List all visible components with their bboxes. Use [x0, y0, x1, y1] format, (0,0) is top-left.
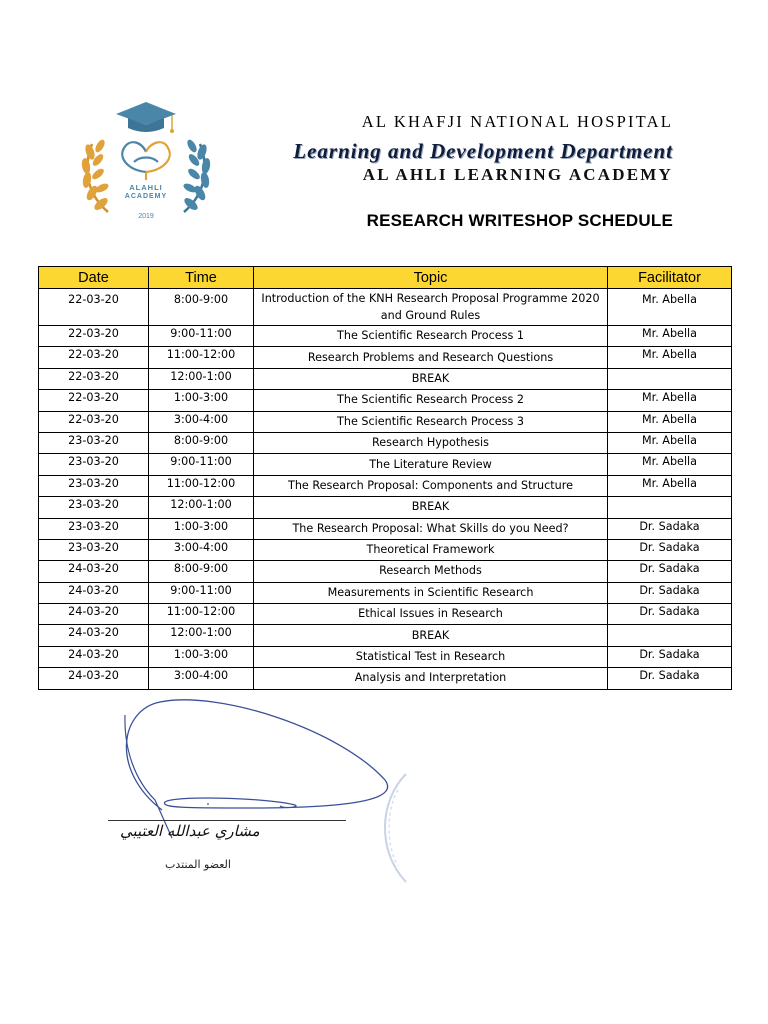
cell-date: 24-03-20	[39, 625, 149, 646]
cell-facilitator: Dr. Sadaka	[608, 582, 732, 603]
cell-facilitator	[608, 368, 732, 389]
cell-facilitator: Mr. Abella	[608, 432, 732, 453]
cell-date: 23-03-20	[39, 497, 149, 518]
cell-date: 24-03-20	[39, 604, 149, 625]
table-row	[39, 539, 732, 560]
table-row	[39, 475, 732, 496]
cell-date: 24-03-20	[39, 668, 149, 689]
cell-facilitator: Dr. Sadaka	[608, 668, 732, 689]
cell-date: 23-03-20	[39, 518, 149, 539]
cell-date: 24-03-20	[39, 646, 149, 667]
table-row	[39, 289, 732, 326]
table-row	[39, 368, 732, 389]
table-header-row	[39, 267, 732, 289]
cell-time: 1:00-3:00	[149, 646, 254, 667]
cell-date: 22-03-20	[39, 411, 149, 432]
signature-line	[108, 820, 346, 821]
cell-topic: BREAK	[254, 497, 608, 518]
cell-topic: The Research Proposal: Components and Structure	[254, 475, 608, 496]
cell-topic: Research Methods	[254, 561, 608, 582]
table-row	[39, 411, 732, 432]
cell-facilitator: Dr. Sadaka	[608, 561, 732, 582]
cell-time: 9:00-11:00	[149, 582, 254, 603]
cell-topic: Ethical Issues in Research	[254, 604, 608, 625]
cell-date: 24-03-20	[39, 561, 149, 582]
cell-topic: Analysis and Interpretation	[254, 668, 608, 689]
cell-topic: Introduction of the KNH Research Proposal Programme 2020 and Ground Rules	[254, 289, 608, 326]
cell-time: 9:00-11:00	[149, 454, 254, 475]
stamp-fragment-icon	[372, 770, 408, 886]
cell-time: 1:00-3:00	[149, 390, 254, 411]
graduation-cap-icon	[116, 102, 176, 133]
table-row	[39, 347, 732, 368]
laurel-left-icon	[81, 138, 110, 212]
table-row	[39, 326, 732, 347]
cell-topic: The Research Proposal: What Skills do you Need?	[254, 518, 608, 539]
cell-time: 12:00-1:00	[149, 368, 254, 389]
cell-facilitator: Dr. Sadaka	[608, 646, 732, 667]
cell-facilitator: Dr. Sadaka	[608, 604, 732, 625]
page-title: RESEARCH WRITESHOP SCHEDULE	[366, 211, 673, 230]
cell-topic: The Literature Review	[254, 454, 608, 475]
cell-time: 3:00-4:00	[149, 668, 254, 689]
cell-time: 11:00-12:00	[149, 347, 254, 368]
cell-date: 23-03-20	[39, 454, 149, 475]
cell-time: 1:00-3:00	[149, 518, 254, 539]
cell-topic: The Scientific Research Process 2	[254, 390, 608, 411]
table-row	[39, 646, 732, 667]
logo-text-line1: ALAHLI	[129, 183, 163, 192]
cell-topic: BREAK	[254, 625, 608, 646]
cell-date: 23-03-20	[39, 539, 149, 560]
cell-topic: The Scientific Research Process 3	[254, 411, 608, 432]
cell-facilitator: Mr. Abella	[608, 326, 732, 347]
cell-topic: BREAK	[254, 368, 608, 389]
cell-time: 3:00-4:00	[149, 539, 254, 560]
cell-facilitator: Mr. Abella	[608, 411, 732, 432]
cell-facilitator: Dr. Sadaka	[608, 539, 732, 560]
table-row	[39, 625, 732, 646]
cell-time: 11:00-12:00	[149, 604, 254, 625]
table-row	[39, 497, 732, 518]
logo-year: 2019	[138, 213, 154, 220]
signatory-name: مشاري عبدالله العتيبي	[120, 822, 260, 840]
alahli-academy-logo	[78, 100, 214, 224]
cell-time: 12:00-1:00	[149, 625, 254, 646]
cell-date: 22-03-20	[39, 368, 149, 389]
column-header-topic: Topic	[254, 267, 608, 289]
table-row	[39, 432, 732, 453]
cell-topic: Theoretical Framework	[254, 539, 608, 560]
cell-date: 22-03-20	[39, 347, 149, 368]
table-row	[39, 604, 732, 625]
cell-facilitator	[608, 497, 732, 518]
cell-time: 11:00-12:00	[149, 475, 254, 496]
table-row	[39, 668, 732, 689]
cell-topic: Measurements in Scientific Research	[254, 582, 608, 603]
department-name: Learning and Development Department	[293, 139, 673, 163]
table-row	[39, 454, 732, 475]
column-header-time: Time	[149, 267, 254, 289]
cell-date: 22-03-20	[39, 326, 149, 347]
cell-date: 23-03-20	[39, 432, 149, 453]
cell-time: 12:00-1:00	[149, 497, 254, 518]
cell-facilitator: Mr. Abella	[608, 390, 732, 411]
cell-date: 22-03-20	[39, 390, 149, 411]
table-row	[39, 518, 732, 539]
cell-date: 22-03-20	[39, 289, 149, 326]
cell-facilitator	[608, 625, 732, 646]
logo-text-line2: ACADEMY	[124, 193, 168, 200]
cell-time: 8:00-9:00	[149, 561, 254, 582]
cell-time: 9:00-11:00	[149, 326, 254, 347]
signatory-title: العضو المنتدب	[165, 858, 231, 871]
cell-time: 3:00-4:00	[149, 411, 254, 432]
cell-facilitator: Mr. Abella	[608, 289, 732, 326]
laurel-right-icon	[182, 138, 211, 212]
hospital-name: AL KHAFJI NATIONAL HOSPITAL	[361, 112, 673, 131]
table-row	[39, 582, 732, 603]
cell-time: 8:00-9:00	[149, 289, 254, 326]
cell-topic: Statistical Test in Research	[254, 646, 608, 667]
column-header-facilitator: Facilitator	[608, 267, 732, 289]
schedule-table	[38, 266, 732, 690]
cell-time: 8:00-9:00	[149, 432, 254, 453]
cell-facilitator: Mr. Abella	[608, 454, 732, 475]
table-row	[39, 561, 732, 582]
academy-name: AL AHLI LEARNING ACADEMY	[362, 165, 673, 184]
cell-facilitator: Mr. Abella	[608, 475, 732, 496]
table-row	[39, 390, 732, 411]
cell-facilitator: Mr. Abella	[608, 347, 732, 368]
cell-topic: Research Problems and Research Questions	[254, 347, 608, 368]
cell-facilitator: Dr. Sadaka	[608, 518, 732, 539]
column-header-date: Date	[39, 267, 149, 289]
cell-topic: The Scientific Research Process 1	[254, 326, 608, 347]
heart-emblem-icon	[122, 142, 169, 180]
cell-date: 24-03-20	[39, 582, 149, 603]
cell-date: 23-03-20	[39, 475, 149, 496]
cell-topic: Research Hypothesis	[254, 432, 608, 453]
